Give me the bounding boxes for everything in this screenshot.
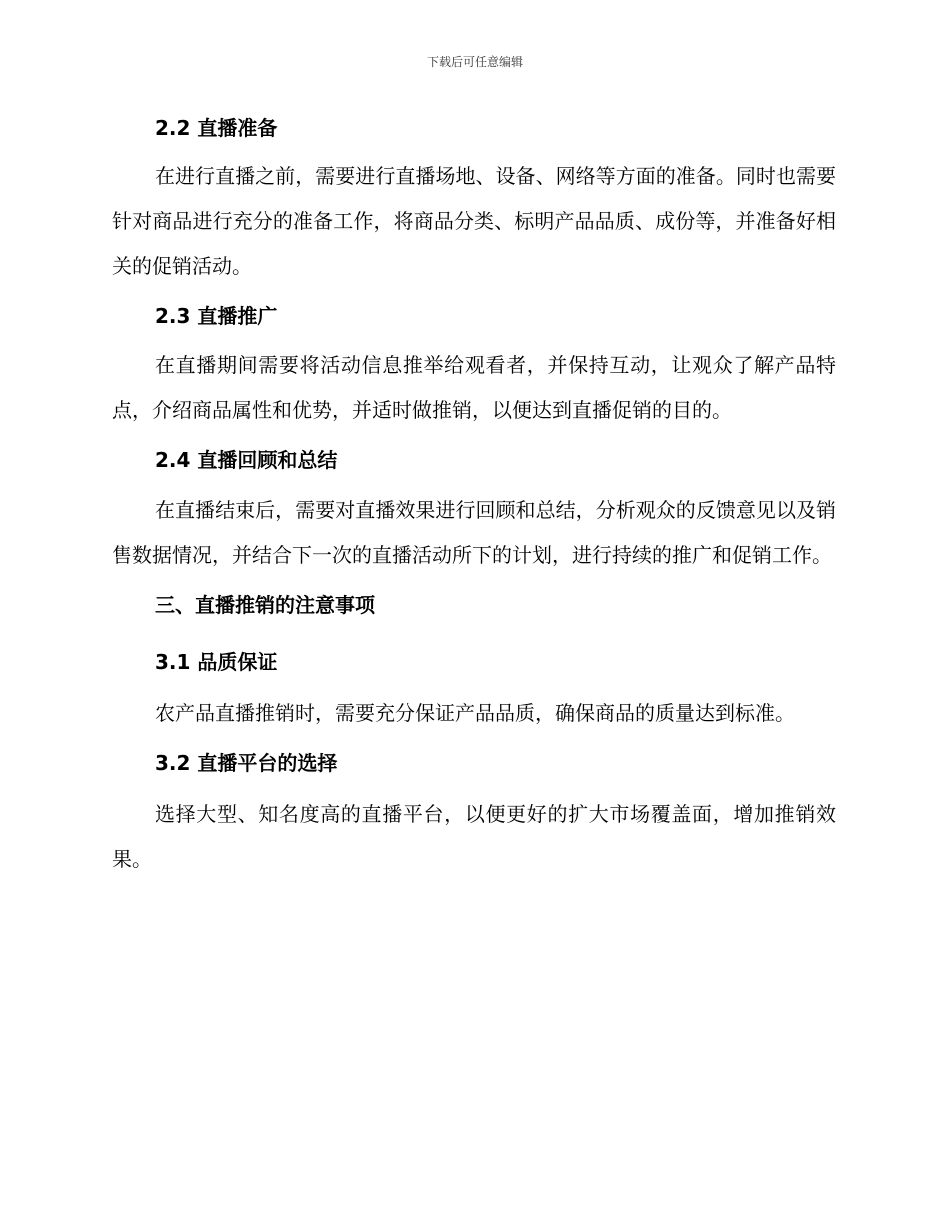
section-heading-3-2: 3.2 直播平台的选择 <box>155 751 338 775</box>
section-paragraph-3-2: 选择大型、知名度高的直播平台，以便更好的扩大市场覆盖面，增加推销效果。 <box>112 802 836 871</box>
section-heading-2-3: 2.3 直播推广 <box>155 304 278 328</box>
section-paragraph-2-4: 在直播结束后，需要对直播效果进行回顾和总结，分析观众的反馈意见以及销售数据情况，并结合下一次的直播活动所下的计划，进行持续的推广和促销工作。 <box>112 498 836 567</box>
section-paragraph-3-1: 农产品直播推销时，需要充分保证产品品质，确保商品的质量达到标准。 <box>155 701 795 725</box>
section-paragraph-2-3: 在直播期间需要将活动信息推举给观看者，并保持互动，让观众了解产品特点，介绍商品属性和优势，并适时做推销，以便达到直播促销的目的。 <box>112 353 836 422</box>
section-heading-3-1: 3.1 品质保证 <box>155 650 278 674</box>
chapter-heading-3: 三、直播推销的注意事项 <box>155 593 375 617</box>
section-heading-2-2: 2.2 直播准备 <box>155 116 278 140</box>
section-heading-2-4: 2.4 直播回顾和总结 <box>155 448 338 472</box>
section-paragraph-2-2: 在进行直播之前，需要进行直播场地、设备、网络等方面的准备。同时也需要针对商品进行充分的准备工作，将商品分类、标明产品品质、成份等，并准备好相关的促销活动。 <box>112 164 836 278</box>
page-header-note: 下载后可任意编辑 <box>426 55 523 69</box>
document-body <box>112 108 836 882</box>
